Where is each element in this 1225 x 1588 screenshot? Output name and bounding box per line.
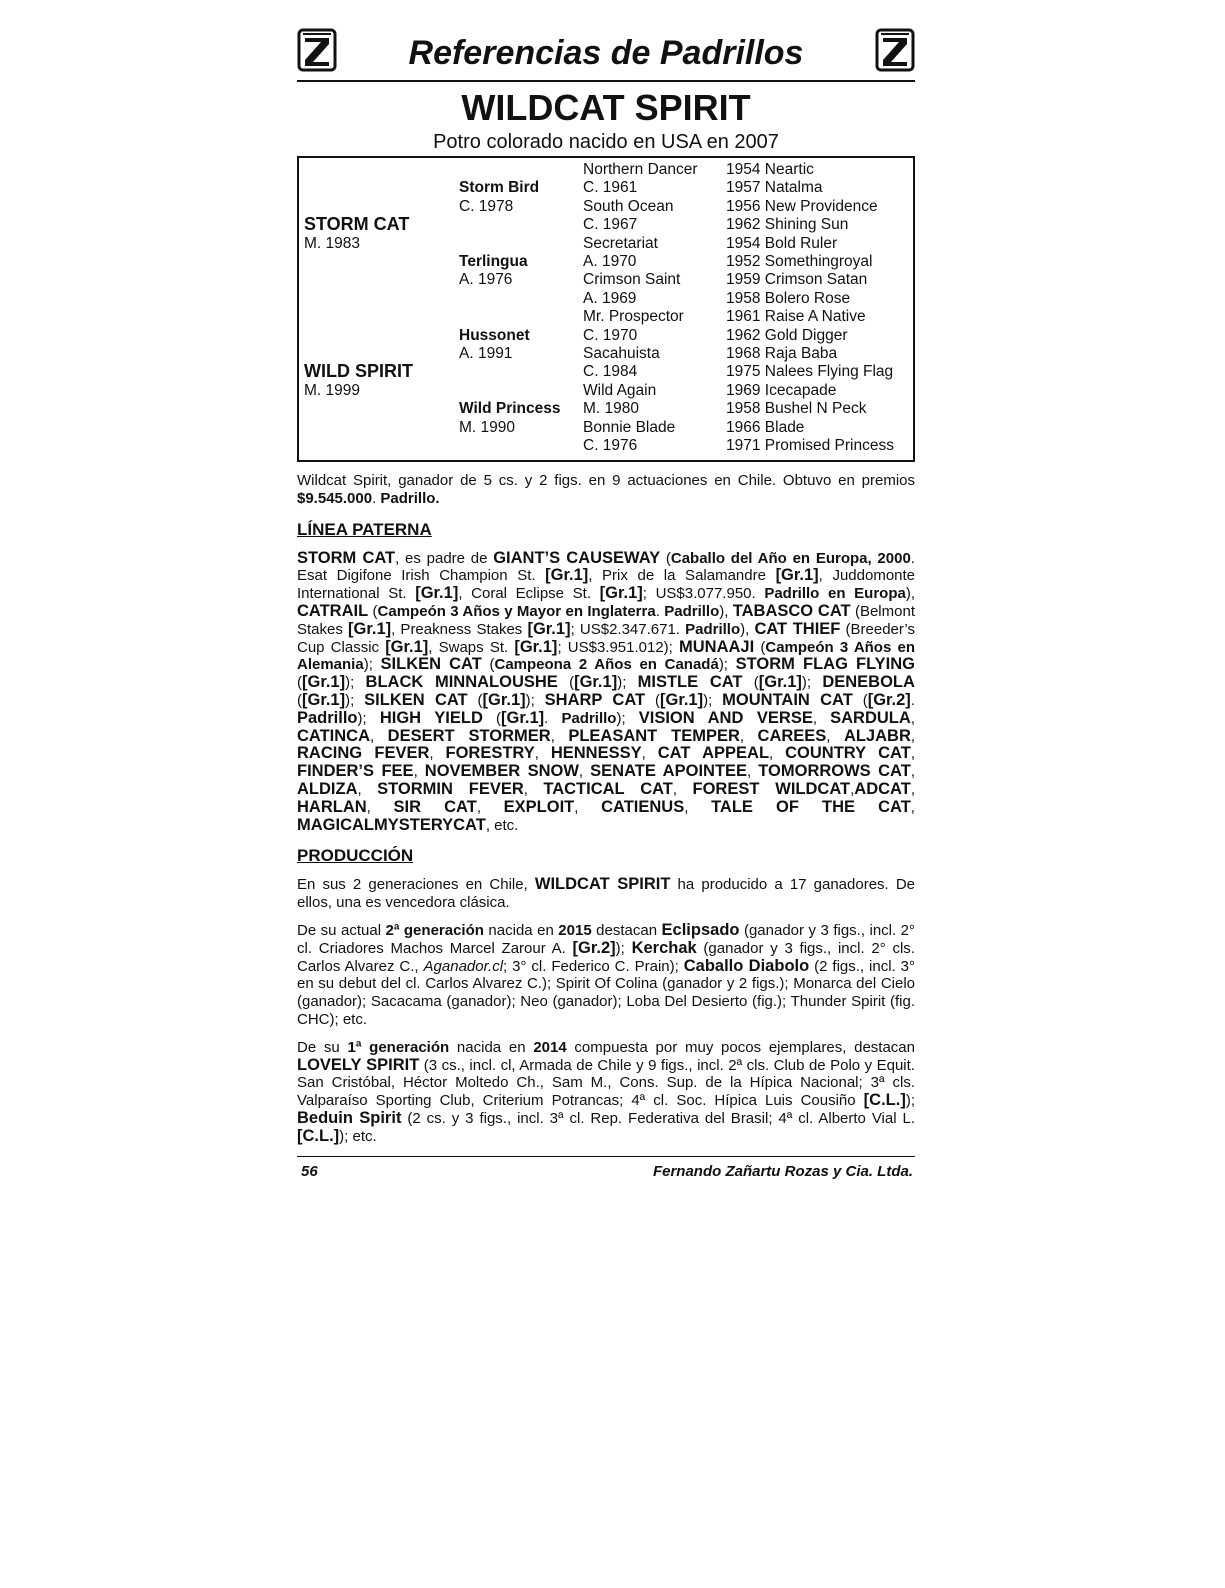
pedigree-gen3-info: C. 1976 bbox=[583, 437, 638, 454]
pedigree-gen3-info: M. 1980 bbox=[583, 400, 640, 418]
race-grade: [Gr.1] bbox=[775, 566, 819, 585]
body-text: , bbox=[672, 780, 693, 798]
horse-name-ref: RACING FEVER bbox=[297, 744, 430, 763]
horse-name-ref: SHARP CAT bbox=[544, 690, 646, 709]
race-grade: [Gr.2] bbox=[867, 690, 911, 709]
horse-name-ref: MOUNTAIN CAT bbox=[722, 690, 853, 709]
horse-name-ref: TABASCO CAT bbox=[732, 601, 851, 620]
pedigree-gen4-entry: 1975 Nalees Flying Flag bbox=[726, 363, 894, 381]
production-paragraph bbox=[297, 1039, 915, 1146]
horse-name-ref: EXPLOIT bbox=[503, 797, 575, 816]
pedigree-gen3-info: C. 1970 bbox=[583, 326, 638, 344]
body-text: , bbox=[910, 727, 916, 745]
pedigree-dam-info: M. 1999 bbox=[304, 381, 361, 399]
body-text: ); bbox=[703, 691, 723, 709]
race-grade: [Gr.1] bbox=[660, 690, 704, 709]
body-text: , etc. bbox=[485, 816, 519, 834]
horse-name-ref: SARDULA bbox=[830, 708, 911, 727]
horse-name-ref: [Gr.2] bbox=[572, 938, 616, 957]
body-text: , bbox=[357, 780, 378, 798]
horse-name-ref: STORMIN FEVER bbox=[377, 779, 524, 798]
race-grade: [Gr.1] bbox=[482, 690, 526, 709]
horse-name-ref: SILKEN CAT bbox=[364, 690, 468, 709]
body-text: , bbox=[413, 763, 425, 781]
pedigree-gen3-info: C. 1984 bbox=[583, 363, 638, 381]
body-text: destacan bbox=[591, 921, 662, 939]
race-grade: [Gr.1] bbox=[302, 673, 346, 692]
emphasis-text: 2ª generación bbox=[385, 921, 484, 939]
pedigree-gen4-entry: 1952 Somethingroyal bbox=[726, 253, 873, 270]
body-text: . Esat Digifone Irish Champion St. bbox=[297, 549, 915, 585]
horse-name-ref: Kerchak bbox=[631, 938, 697, 957]
body-text: En sus 2 generaciones en Chile, bbox=[297, 876, 535, 894]
pedigree-gen4-entry: 1962 Gold Digger bbox=[726, 326, 848, 344]
pedigree-gen3-name: South Ocean bbox=[583, 197, 674, 215]
horse-name-ref: FORESTRY bbox=[445, 744, 535, 763]
body-text: ); bbox=[905, 1092, 915, 1110]
horse-name-ref: MAGICALMYSTERYCAT bbox=[297, 815, 486, 834]
pedigree-table bbox=[297, 156, 915, 462]
emphasis-text: Padrillo en Europa bbox=[764, 585, 906, 603]
paternal-line-heading: LÍNEA PATERNA bbox=[297, 519, 432, 539]
page-header bbox=[297, 28, 915, 82]
horse-name-ref: Beduin Spirit bbox=[297, 1108, 402, 1127]
body-text: , Prix de la Salamandre bbox=[588, 567, 776, 585]
horse-name-ref: SILKEN CAT bbox=[380, 655, 482, 674]
body-text: ); bbox=[363, 656, 381, 674]
race-grade: [Gr.1] bbox=[545, 566, 589, 585]
body-text: ); bbox=[615, 939, 632, 957]
pedigree-gen2-info: A. 1976 bbox=[459, 271, 513, 289]
body-text: ( bbox=[467, 691, 483, 709]
race-grade: [Gr.1] bbox=[501, 708, 545, 727]
emphasis-text: Campeón 3 Años y Mayor en Inglaterra bbox=[377, 602, 656, 620]
race-grade: [Gr.1] bbox=[758, 673, 802, 692]
header-title: Referencias de Padrillos bbox=[408, 34, 804, 72]
pedigree-gen3-name: Crimson Saint bbox=[583, 271, 681, 289]
body-text: , Swaps St. bbox=[428, 638, 515, 656]
horse-name-ref: FOREST WILDCAT bbox=[692, 779, 851, 798]
body-text: , Preakness Stakes bbox=[391, 620, 528, 638]
body-text: (2 figs., incl. 3° en su debut del cl. Carlos Alvarez C.); Spirit Of Colina (ganador y 2 figs.); Monarca del Cielo (ganador); Sacacama (ganador); Neo (ganador); Loba Del Desierto (fig.); Thunder Spirit (fig. CHC); etc. bbox=[297, 957, 915, 1028]
body-text: ); bbox=[718, 656, 736, 674]
pedigree-sire-info: M. 1983 bbox=[304, 234, 361, 252]
body-text: , bbox=[429, 745, 446, 763]
pedigree-gen3-info: A. 1970 bbox=[583, 253, 637, 270]
horse-subtitle: Potro colorado nacido en USA en 2007 bbox=[433, 131, 779, 153]
horse-name-ref: Caballo Diabolo bbox=[683, 956, 810, 975]
horse-name-ref: COUNTRY CAT bbox=[785, 744, 911, 763]
body-text: De su actual bbox=[297, 921, 386, 939]
emphasis-text: 1ª generación bbox=[347, 1038, 450, 1056]
body-text: (Belmont Stakes bbox=[297, 602, 915, 638]
horse-name-ref: HIGH YIELD bbox=[379, 708, 483, 727]
race-grade: [Gr.1] bbox=[574, 673, 618, 692]
italic-text: Aganador.cl bbox=[423, 957, 504, 975]
page-footer bbox=[297, 1156, 915, 1185]
pedigree-dam-name: WILD SPIRIT bbox=[304, 361, 413, 382]
body-text: ; US$2.347.671. bbox=[570, 620, 686, 638]
pedigree-gen3-info: C. 1961 bbox=[583, 179, 638, 197]
pedigree-gen3-name: Wild Again bbox=[583, 381, 657, 399]
pedigree-gen4-entry: 1954 Neartic bbox=[726, 161, 814, 178]
pedigree-gen4-entry: 1961 Raise A Native bbox=[726, 308, 866, 326]
pedigree-gen2-name: Hussonet bbox=[459, 326, 530, 344]
page-number: 56 bbox=[301, 1162, 318, 1180]
body-text: ( bbox=[481, 656, 495, 674]
body-text: ( bbox=[557, 674, 575, 692]
pedigree-gen4-entry: 1966 Blade bbox=[726, 418, 805, 436]
body-text: , Juddomonte International St. bbox=[297, 567, 916, 603]
horse-name-ref: TALE OF THE CAT bbox=[711, 797, 911, 816]
pedigree-gen2-info: A. 1991 bbox=[459, 345, 513, 362]
horse-name-ref: CATIENUS bbox=[601, 797, 685, 816]
body-text: . bbox=[910, 691, 915, 709]
body-text: , bbox=[812, 709, 831, 727]
pedigree-gen4-entry: 1958 Bushel N Peck bbox=[726, 400, 867, 418]
body-text: ( bbox=[742, 674, 759, 692]
pedigree-gen4-entry: 1969 Icecapade bbox=[726, 381, 837, 399]
body-text: ); bbox=[345, 674, 366, 692]
horse-name-ref: NOVEMBER SNOW bbox=[424, 762, 579, 781]
body-text: , bbox=[826, 727, 844, 745]
horse-name-ref: HENNESSY bbox=[550, 744, 642, 763]
body-text: ( bbox=[482, 709, 502, 727]
body-text: , bbox=[910, 798, 915, 816]
body-text: ); bbox=[801, 674, 823, 692]
horse-name-ref: SIR CAT bbox=[393, 797, 477, 816]
body-text: , Coral Eclipse St. bbox=[458, 585, 600, 603]
body-text: , bbox=[578, 763, 591, 781]
body-text: , bbox=[476, 798, 504, 816]
horse-name-ref: CATRAIL bbox=[297, 601, 369, 620]
body-text: , bbox=[910, 745, 915, 763]
body-text: nacida en bbox=[449, 1038, 534, 1056]
body-text: ); etc. bbox=[339, 1127, 377, 1145]
pedigree-gen3-name: Sacahuista bbox=[583, 345, 660, 362]
pedigree-gen2-info: C. 1978 bbox=[459, 197, 514, 215]
race-grade: [Gr.1] bbox=[415, 584, 459, 603]
body-text: , bbox=[574, 798, 602, 816]
emphasis-text: Padrillo bbox=[685, 620, 741, 638]
pedigree-gen4-entry: 1954 Bold Ruler bbox=[726, 234, 838, 252]
pedigree-gen4-entry: 1968 Raja Baba bbox=[726, 345, 838, 362]
horse-name-ref: CATINCA bbox=[297, 726, 371, 745]
body-text: ); bbox=[617, 674, 638, 692]
body-text: . bbox=[655, 602, 665, 620]
race-summary: Wildcat Spirit, ganador de 5 cs. y 2 figs. en 9 actuaciones en Chile. Obtuvo en premios $9.545.000. Padrillo. bbox=[297, 472, 915, 507]
horse-name-ref: [C.L.] bbox=[297, 1126, 340, 1145]
body-text: ( bbox=[660, 549, 671, 567]
production-paragraph bbox=[297, 876, 915, 912]
body-text: ; 3° cl. Federico C. Prain); bbox=[503, 957, 684, 975]
pedigree-gen3-name: Northern Dancer bbox=[583, 161, 698, 178]
body-text: (3 cs., incl. cl, Armada de Chile y 9 figs., incl. 2ª cls. Club de Polo y Equit. San Cristóbal, Héctor Moltedo Ch., Sam M., Cons. Sup. de la Hípica Nacional; 3ª cls. Valparaíso Sporting Club, Criterium Potrancas; 4ª cl. Soc. Hípica Luis Cousiño bbox=[297, 1056, 915, 1110]
emphasis-text: 2014 bbox=[533, 1038, 567, 1056]
pedigree-gen2-name: Terlingua bbox=[459, 253, 528, 270]
horse-name-ref: STORM FLAG FLYING bbox=[735, 655, 915, 674]
horse-name-ref: HARLAN bbox=[297, 797, 367, 816]
pedigree-gen4-entry: 1957 Natalma bbox=[726, 179, 823, 197]
body-text: , bbox=[641, 745, 658, 763]
race-grade: [Gr.1] bbox=[348, 619, 392, 638]
emphasis-text: Padrillo bbox=[561, 709, 617, 727]
pedigree-gen3-info: A. 1969 bbox=[583, 289, 637, 307]
production-paragraph bbox=[297, 922, 915, 1029]
horse-name: WILDCAT SPIRIT bbox=[461, 87, 751, 128]
horse-name-ref: MUNAAJI bbox=[679, 637, 755, 656]
horse-name-ref: MISTLE CAT bbox=[637, 673, 743, 692]
publisher-name: Fernando Zañartu Rozas y Cia. Ltda. bbox=[652, 1162, 913, 1180]
body-text: , bbox=[739, 727, 758, 745]
body-text: (Breeder’s Cup Classic bbox=[297, 620, 915, 656]
pedigree-gen4-entry: 1962 Shining Sun bbox=[726, 216, 849, 234]
emphasis-text: Campeón 3 Años en Alemania bbox=[297, 638, 915, 674]
horse-name-ref: TOMORROWS CAT bbox=[758, 762, 911, 781]
body-text: ( bbox=[754, 638, 766, 656]
body-text: ); bbox=[525, 691, 545, 709]
body-text: , bbox=[370, 727, 388, 745]
horse-name-ref: LOVELY SPIRIT bbox=[297, 1055, 420, 1074]
paternal-line-text bbox=[297, 550, 915, 835]
body-text: ), bbox=[905, 585, 915, 603]
emphasis-text: Padrillo bbox=[664, 602, 720, 620]
body-text: , bbox=[523, 780, 544, 798]
body-text: , bbox=[747, 763, 759, 781]
pedigree-gen3-info: C. 1967 bbox=[583, 216, 638, 234]
body-text: , bbox=[550, 727, 569, 745]
pedigree-gen2-name: Storm Bird bbox=[459, 179, 540, 197]
horse-name-ref: CAT THIEF bbox=[754, 619, 841, 638]
production-text bbox=[297, 876, 915, 1145]
body-text: (ganador y 3 figs., incl. 2° cls. Carlos Alvarez C., bbox=[297, 939, 915, 975]
body-text: ); bbox=[357, 709, 380, 727]
horse-name-ref: ADCAT bbox=[854, 779, 911, 798]
horse-name-ref: DESERT STORMER bbox=[387, 726, 551, 745]
horse-name-ref: CAREES bbox=[757, 726, 827, 745]
race-grade: [Gr.1] bbox=[385, 637, 429, 656]
body-text: compuesta por muy pocos ejemplares, destacan bbox=[566, 1038, 915, 1056]
body-text: , bbox=[769, 745, 786, 763]
pedigree-gen4-entry: 1958 Bolero Rose bbox=[726, 289, 851, 307]
pedigree-gen2-info: M. 1990 bbox=[459, 418, 516, 436]
emphasis-text: Caballo del Año en Europa, 2000 bbox=[670, 549, 911, 567]
emphasis-text: 2015 bbox=[558, 921, 592, 939]
body-text: ; US$3.077.950. bbox=[642, 585, 765, 603]
body-text: , bbox=[366, 798, 394, 816]
horse-name-ref: Padrillo bbox=[297, 708, 358, 727]
pedigree-gen2-name: Wild Princess bbox=[459, 400, 561, 418]
body-text: , es padre de bbox=[395, 549, 494, 567]
body-text: ; US$3.951.012); bbox=[557, 638, 680, 656]
horse-name-ref: PLEASANT TEMPER bbox=[568, 726, 740, 745]
body-text: , bbox=[910, 709, 915, 727]
body-text: ( bbox=[852, 691, 868, 709]
body-text: . bbox=[544, 709, 562, 727]
horse-name-ref: GIANT’S CAUSEWAY bbox=[493, 548, 661, 567]
body-text: De su bbox=[297, 1038, 348, 1056]
horse-name-ref: VISION AND VERSE bbox=[638, 708, 813, 727]
race-grade: [Gr.1] bbox=[514, 637, 558, 656]
pedigree-sire-name: STORM CAT bbox=[304, 214, 410, 235]
pedigree-gen4-entry: 1959 Crimson Satan bbox=[726, 271, 868, 289]
body-text: ( bbox=[297, 674, 302, 692]
body-text: , bbox=[910, 763, 916, 781]
horse-name-ref: ALJABR bbox=[843, 726, 911, 745]
emphasis-text: Campeona 2 Años en Canadá bbox=[494, 656, 719, 674]
body-text: , bbox=[910, 780, 915, 798]
body-text: (2 cs. y 3 figs., incl. 3ª cl. Rep. Federativa del Brasil; 4ª cl. Alberto Vial L. bbox=[401, 1109, 915, 1127]
horse-name-ref: [C.L.] bbox=[863, 1091, 906, 1110]
body-text: , bbox=[850, 780, 855, 798]
body-text: ( bbox=[368, 602, 378, 620]
pedigree-gen3-name: Bonnie Blade bbox=[583, 418, 676, 436]
horse-name-ref: SENATE APOINTEE bbox=[590, 762, 748, 781]
horse-name-ref: DENEBOLA bbox=[822, 673, 915, 692]
body-text: ); bbox=[345, 691, 365, 709]
publisher-logo-right-icon bbox=[875, 28, 915, 72]
horse-name-ref: ALDIZA bbox=[297, 779, 358, 798]
body-text: , bbox=[534, 745, 551, 763]
pedigree-gen4-entry: 1956 New Providence bbox=[726, 197, 878, 215]
body-text: ); bbox=[616, 709, 639, 727]
pedigree-gen4-entry: 1971 Promised Princess bbox=[726, 437, 894, 454]
horse-name-ref: BLACK MINNALOUSHE bbox=[365, 673, 558, 692]
pedigree-gen3-name: Secretariat bbox=[583, 234, 658, 252]
horse-name-ref: FINDER’S FEE bbox=[297, 762, 414, 781]
pedigree-gen3-name: Mr. Prospector bbox=[583, 308, 684, 326]
production-heading: PRODUCCIÓN bbox=[297, 846, 414, 866]
race-grade: [Gr.1] bbox=[527, 619, 571, 638]
body-text: ( bbox=[297, 691, 302, 709]
horse-name-ref: Eclipsado bbox=[661, 920, 740, 939]
body-text: nacida en bbox=[483, 921, 559, 939]
horse-name-ref: STORM CAT bbox=[297, 548, 396, 567]
body-text: ), bbox=[719, 602, 733, 620]
body-text: ( bbox=[645, 691, 660, 709]
horse-name-ref: CAT APPEAL bbox=[657, 744, 770, 763]
body-text: (ganador y 3 figs., incl. 2° cl. Criadores Machos Marcel Zarour A. bbox=[297, 921, 915, 957]
horse-name-ref: WILDCAT SPIRIT bbox=[534, 875, 671, 894]
horse-name-ref: TACTICAL CAT bbox=[543, 779, 673, 798]
body-text: ha producido a 17 ganadores. De ellos, una es vencedora clásica. bbox=[297, 876, 915, 912]
race-grade: [Gr.1] bbox=[599, 584, 643, 603]
race-grade: [Gr.1] bbox=[302, 690, 346, 709]
body-text: , bbox=[684, 798, 712, 816]
body-text: ), bbox=[740, 620, 755, 638]
page bbox=[297, 28, 915, 1185]
